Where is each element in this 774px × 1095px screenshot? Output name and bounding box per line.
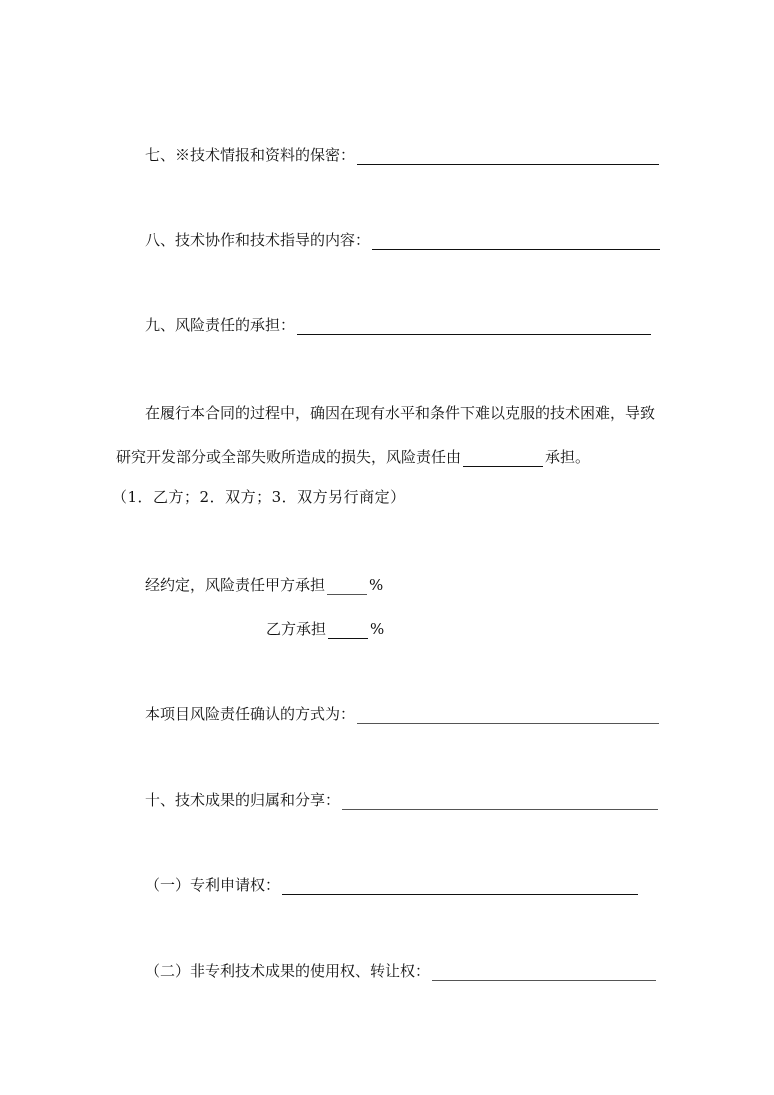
sub-2-label: （二）非专利技术成果的使用权、转让权： bbox=[145, 962, 431, 980]
share-a-label: 经约定，风险责任甲方承担 bbox=[145, 576, 326, 594]
risk-paragraph-line-1 bbox=[145, 403, 655, 423]
item-10-ownership bbox=[145, 790, 660, 810]
item-7-confidentiality bbox=[145, 145, 661, 165]
risk-share-party-a bbox=[145, 575, 383, 595]
share-b-unit: % bbox=[370, 620, 385, 638]
risk-options-text: （1．乙方；2．双方；3．双方另行商定） bbox=[112, 488, 406, 506]
item-9-blank[interactable] bbox=[297, 318, 651, 335]
risk-options bbox=[112, 487, 406, 507]
item-8-blank[interactable] bbox=[372, 233, 660, 250]
item-9-label: 九、风险责任的承担： bbox=[145, 316, 296, 334]
item-10-blank[interactable] bbox=[342, 793, 658, 810]
sub-1-patent bbox=[145, 875, 640, 895]
risk-paragraph-text-1: 在履行本合同的过程中，确因在现有水平和条件下难以克服的技术困难，导致 bbox=[145, 404, 656, 422]
sub-1-blank[interactable] bbox=[282, 878, 638, 895]
risk-bearer-blank[interactable] bbox=[463, 450, 543, 467]
sub-2-blank[interactable] bbox=[432, 964, 656, 981]
item-9-risk bbox=[145, 315, 653, 335]
confirm-label: 本项目风险责任确认的方式为： bbox=[145, 705, 356, 723]
item-8-label: 八、技术协作和技术指导的内容： bbox=[145, 231, 371, 249]
risk-paragraph-text-2: 研究开发部分或全部失败所造成的损失，风险责任由 bbox=[116, 448, 462, 466]
item-7-label: 七、※技术情报和资料的保密： bbox=[145, 146, 356, 164]
share-b-label: 乙方承担 bbox=[266, 620, 327, 638]
item-7-blank[interactable] bbox=[357, 148, 659, 165]
risk-paragraph-line-2 bbox=[116, 447, 590, 467]
sub-2-non-patent bbox=[145, 961, 658, 981]
share-a-unit: % bbox=[369, 576, 384, 594]
share-b-blank[interactable] bbox=[328, 622, 368, 639]
share-a-blank[interactable] bbox=[327, 578, 367, 595]
confirm-blank[interactable] bbox=[357, 707, 659, 724]
risk-share-party-b bbox=[266, 619, 384, 639]
sub-1-label: （一）专利申请权： bbox=[145, 876, 281, 894]
item-10-label: 十、技术成果的归属和分享： bbox=[145, 791, 341, 809]
risk-paragraph-text-3: 承担。 bbox=[545, 448, 591, 466]
item-8-cooperation bbox=[145, 230, 662, 250]
risk-confirm-method bbox=[145, 704, 661, 724]
